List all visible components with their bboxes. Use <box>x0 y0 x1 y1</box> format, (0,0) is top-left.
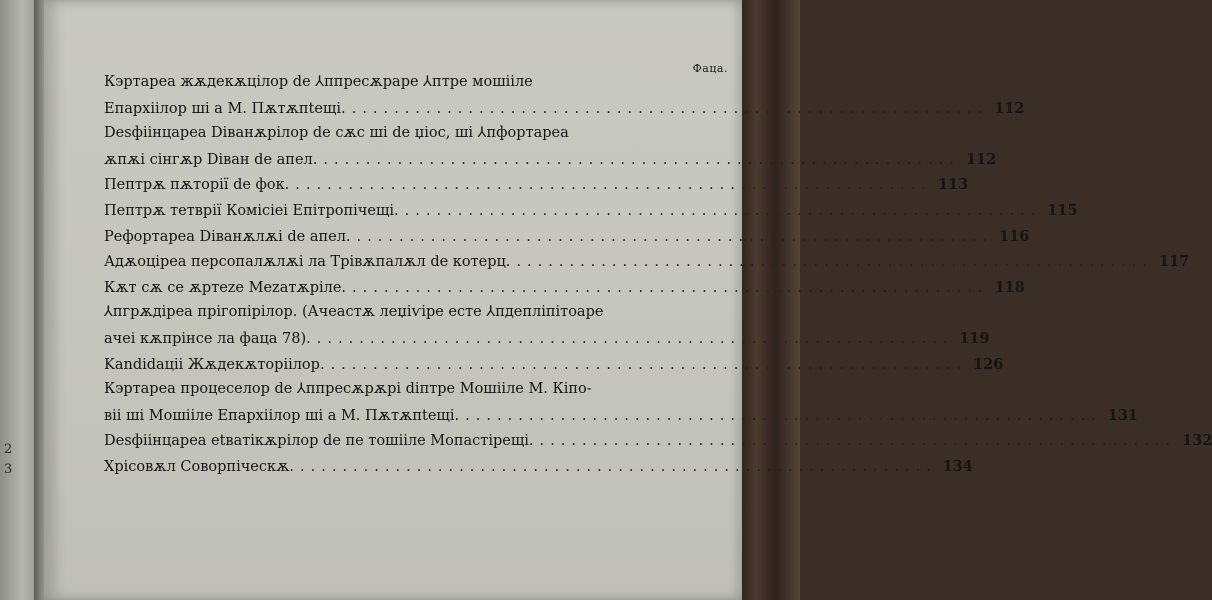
page-column-header: Фаца. <box>692 62 728 75</box>
toc-entry <box>104 198 1078 224</box>
toc-entry-line <box>104 377 660 403</box>
toc-page-number: 117 <box>1158 253 1190 271</box>
toc-entry <box>104 352 1004 378</box>
dot-leader: ............................................................ <box>300 458 937 475</box>
toc-entry-title: ачеі кѫпрінсе ла фаца 78). <box>104 330 311 347</box>
toc-page-number: 119 <box>959 329 990 347</box>
toc-entry-line <box>104 352 1004 378</box>
toc-entry-title: ⅄пгрѫдіреа прігопірілор. (Ачеастѫ леџіѵіре есте ⅄пдепліпітоаре <box>104 304 604 321</box>
dot-leader: ............................................................ <box>356 228 994 245</box>
margin-mark: 3 <box>4 462 13 477</box>
toc-entry-line <box>104 249 1190 275</box>
toc-entry-line <box>104 96 1025 122</box>
toc-entry-title: Пептрѫ тетврії Комісіеі Епітропічещі. <box>104 202 399 219</box>
toc-page-number: 115 <box>1047 201 1078 219</box>
toc-entry-title: Desфіінцареа Dіванѫрілор de сѫс ші de џіос, ші ⅄пфортареа <box>104 125 569 142</box>
toc-entry <box>104 377 1139 428</box>
toc-page-number: 113 <box>937 176 969 194</box>
dot-leader: ............................................................ <box>465 407 1102 424</box>
toc-entry-title: Хрісовѫл Соворпіческѫ. <box>104 458 295 475</box>
toc-entry-line <box>104 172 969 198</box>
toc-entry-line <box>104 275 1025 301</box>
toc-entry-title: Кэртареа жѫдекѫцілор de ⅄ппресѫраре ⅄птре мошііле <box>104 74 533 90</box>
toc-page-number: 116 <box>999 227 1030 245</box>
dot-leader: ............................................................ <box>330 356 968 373</box>
dot-leader: ............................................................ <box>539 433 1177 450</box>
toc-entry-title: Кѫт сѫ се ѫртеze Мezaтѫріле. <box>104 279 347 296</box>
toc-entry <box>104 454 973 480</box>
toc-page-number: 131 <box>1107 406 1139 424</box>
dot-leader: ............................................................ <box>316 330 954 347</box>
toc-entry-line <box>104 428 1212 454</box>
table-of-contents <box>104 70 1212 480</box>
toc-page-number: 112 <box>994 99 1025 117</box>
dot-leader: ............................................................ <box>323 151 960 168</box>
toc-entry-line <box>104 326 990 352</box>
toc-entry <box>104 300 990 351</box>
toc-page-number: 134 <box>942 457 973 475</box>
toc-entry-title: Адѫоцірea персопалѫлѫі ла Трівѫпалѫл de котерц. <box>104 254 511 271</box>
toc-entry-line <box>104 198 1078 224</box>
dot-leader: ............................................................ <box>295 177 932 194</box>
toc-entry-title: віі ші Мошііле Епархіілор ші а М. Пѫтѫпteщі. <box>104 407 460 424</box>
toc-entry <box>104 275 1025 301</box>
toc-entry-line <box>104 300 660 326</box>
toc-entry-line <box>104 147 997 173</box>
toc-entry <box>104 70 1025 121</box>
toc-entry-line <box>104 121 660 147</box>
dot-leader: ............................................................ <box>404 202 1042 219</box>
toc-page-number: 112 <box>965 150 997 168</box>
toc-entry-title: Пептрѫ пѫторії de фок. <box>104 177 290 194</box>
toc-entry <box>104 428 1212 454</box>
toc-entry <box>104 172 969 198</box>
left-page-edge <box>0 0 38 600</box>
toc-entry <box>104 224 1030 250</box>
toc-page-number: 126 <box>973 355 1004 373</box>
toc-entry-title: Кэртареа процеселор de ⅄ппресѫрѫрі dіптре Мошііле М. Кіпо- <box>104 381 592 398</box>
toc-entry-title: Kandidaцii Жѫдекѫторіілор. <box>104 356 325 373</box>
dot-leader: ............................................................ <box>516 254 1153 271</box>
toc-entry-title: Рефортареа Dіванѫлѫі de апел. <box>104 228 351 245</box>
margin-marks <box>4 440 12 480</box>
toc-entry-line <box>104 454 973 480</box>
margin-mark: 2 <box>4 442 13 457</box>
toc-entry <box>104 121 997 172</box>
toc-page-number: 118 <box>994 278 1025 296</box>
dot-leader: ............................................................ <box>351 100 989 117</box>
dot-leader: ............................................................ <box>352 279 989 296</box>
toc-page-number: 132 <box>1182 432 1212 450</box>
toc-entry-title: Епархіілор ші а М. Пѫтѫпteщі. <box>104 100 346 117</box>
toc-entry-line <box>104 403 1139 429</box>
toc-entry-line <box>104 224 1030 250</box>
toc-entry <box>104 249 1190 275</box>
toc-entry-line <box>104 70 660 96</box>
toc-entry-title: ѫпѫі сінгѫр Dіван de апел. <box>104 151 318 168</box>
toc-entry-title: Desфіінцареа еtватікѫрілор de пе тошііле Мопастірещі. <box>104 433 534 450</box>
